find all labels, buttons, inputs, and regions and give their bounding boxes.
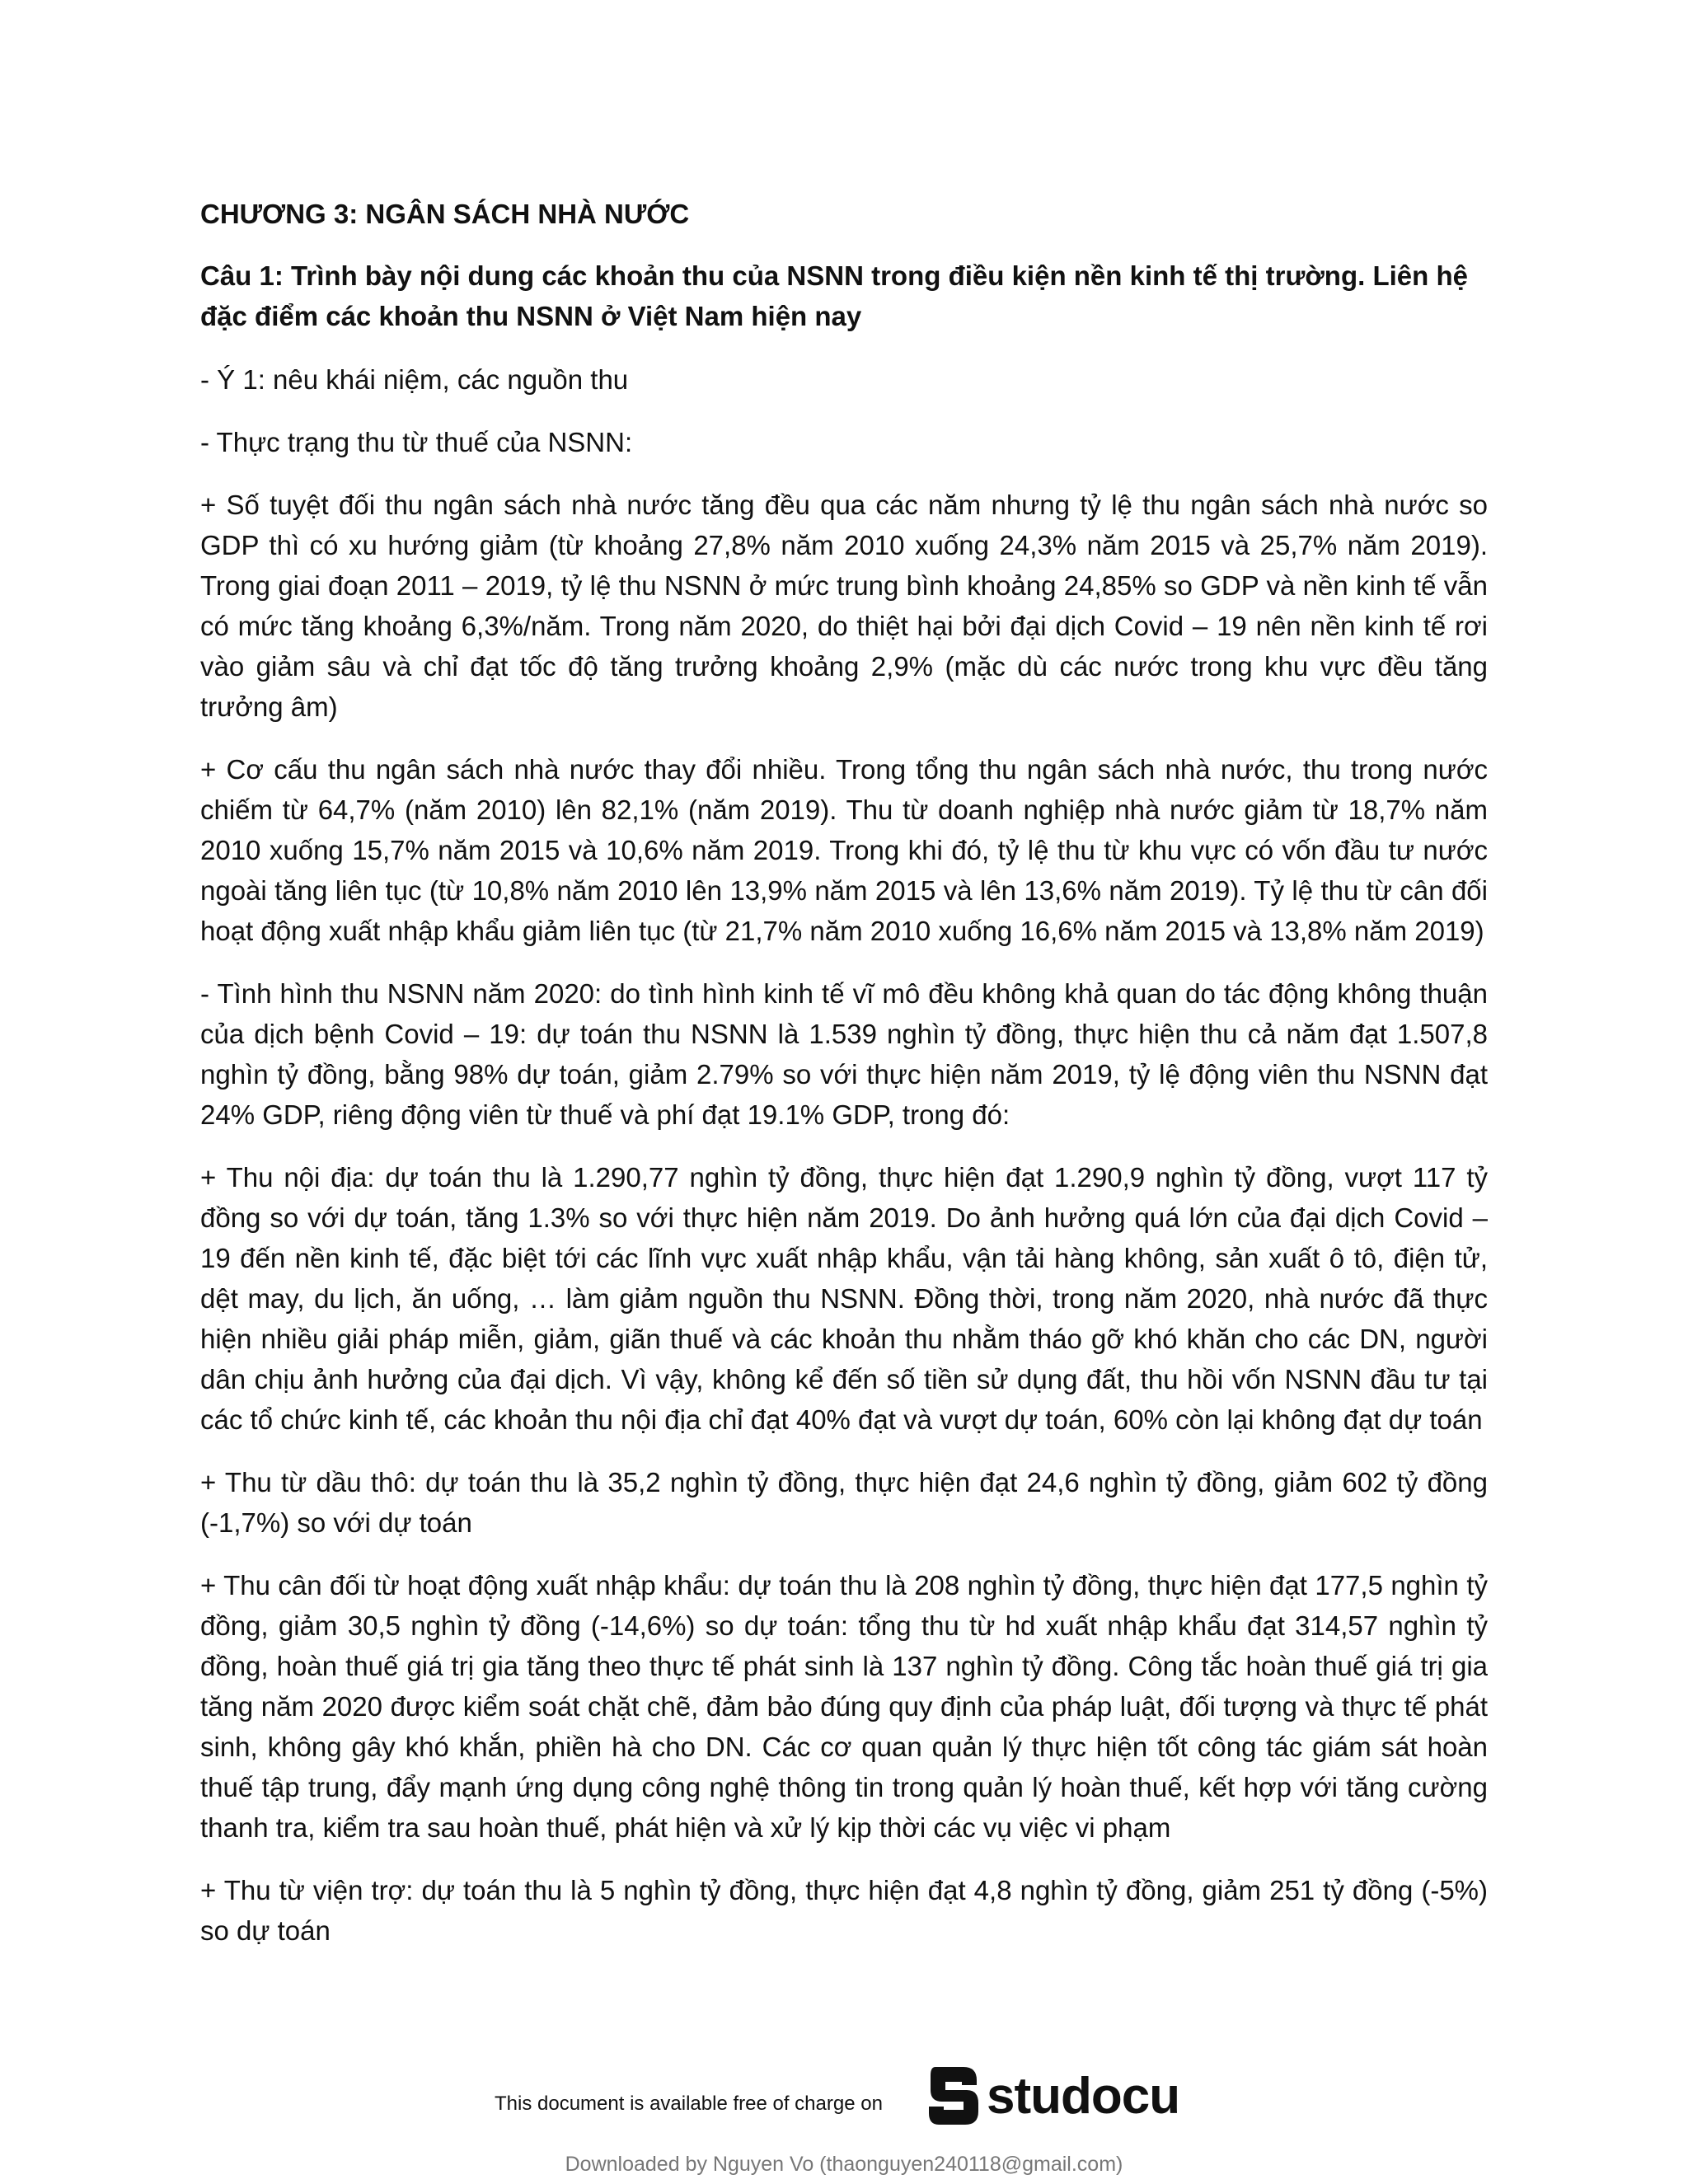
paragraph: + Cơ cấu thu ngân sách nhà nước thay đổi nhiều. Trong tổng thu ngân sách nhà nước, thu trong nước chiếm từ 64,7% (năm 2010) lên 82,1% (năm 2019). Thu từ doanh nghiệp nhà nước giảm từ 18,7% năm 2010 xuống 15,7% năm 2015 và 10,6% năm 2019. Trong khi đó, tỷ lệ thu từ khu vực có vốn đầu tư nước ngoài tăng liên tục (từ 10,8% năm 2010 lên 13,9% năm 2015 và lên 13,6% năm 2019). Tỷ lệ thu từ cân đối hoạt động xuất nhập khẩu giảm liên tục (từ 21,7% năm 2010 xuống 16,6% năm 2015 và 13,8% năm 2019) (200, 754, 1488, 946)
studocu-logo[interactable] (927, 2063, 1179, 2129)
paragraph: + Thu cân đối từ hoạt động xuất nhập khẩu: dự toán thu là 208 nghìn tỷ đồng, thực hiện đạt 177,5 nghìn tỷ đồng, giảm 30,5 nghìn tỷ đồng (-14,6%) so dự toán: tổng thu từ hd xuất nhập khẩu đạt 314,57 nghìn tỷ đồng, hoàn thuế giá trị gia tăng theo thực tế phát sinh là 137 nghìn tỷ đồng. Công tắc hoàn thuế giá trị gia tăng năm 2020 được kiểm soát chặt chẽ, đảm bảo đúng quy định của pháp luật, đối tượng và thực tế phát sinh, không gây khó khắn, phiền hà cho DN. Các cơ quan quản lý thực hiện tốt công tác giám sát hoàn thuế tập trung, đẩy mạnh ứng dụng công nghệ thông tin trong quản lý hoàn thuế, kết hợp với tăng cường thanh tra, kiểm tra sau hoàn thuế, phát hiện và xử lý kịp thời các vụ việc vi phạm (200, 1570, 1488, 1843)
paragraph: - Thực trạng thu từ thuế của NSNN: (200, 427, 633, 457)
paragraph: + Thu từ dầu thô: dự toán thu là 35,2 nghìn tỷ đồng, thực hiện đạt 24,6 nghìn tỷ đồng, giảm 602 tỷ đồng (-1,7%) so với dự toán (200, 1467, 1488, 1538)
chapter-title: CHƯƠNG 3: NGÂN SÁCH NHÀ NƯỚC (200, 199, 690, 229)
footer (0, 2063, 1688, 2129)
paragraph: + Số tuyệt đối thu ngân sách nhà nước tăng đều qua các năm nhưng tỷ lệ thu ngân sách nhà nước so GDP thì có xu hướng giảm (từ khoảng 27,8% năm 2010 xuống 24,3% năm 2015 và 25,7% năm 2019). Trong giai đoạn 2011 – 2019, tỷ lệ thu NSNN ở mức trung bình khoảng 24,85% so GDP và nền kinh tế vẫn có mức tăng khoảng 6,3%/năm. Trong năm 2020, do thiệt hại bởi đại dịch Covid – 19 nên nền kinh tế rơi vào giảm sâu và chỉ đạt tốc độ tăng trưởng khoảng 2,9% (mặc dù các nước trong khu vực đều tăng trưởng âm) (200, 490, 1488, 722)
studocu-logo-icon (927, 2064, 982, 2128)
studocu-logo-text: studocu (987, 2067, 1180, 2125)
document-page (200, 198, 1488, 1973)
question-heading: Câu 1: Trình bày nội dung các khoản thu của NSNN trong điều kiện nền kinh tế thị trường. Liên hệ đặc điểm các khoản thu NSNN ở Việt Nam hiện nay (200, 260, 1468, 331)
paragraph: + Thu từ viện trợ: dự toán thu là 5 nghìn tỷ đồng, thực hiện đạt 4,8 nghìn tỷ đồng, giảm 251 tỷ đồng (-5%) so dự toán (200, 1875, 1488, 1946)
download-notice: Downloaded by Nguyen Vo (thaonguyen240118@gmail.com) (565, 2153, 1123, 2176)
paragraph: + Thu nội địa: dự toán thu là 1.290,77 nghìn tỷ đồng, thực hiện đạt 1.290,9 nghìn tỷ đồng, vượt 117 tỷ đồng so với dự toán, tăng 1.3% so với thực hiện năm 2019. Do ảnh hưởng quá lớn của đại dịch Covid – 19 đến nền kinh tế, đặc biệt tới các lĩnh vực xuất nhập khẩu, vận tải hàng không, sản xuất ô tô, điện tử, dệt may, du lịch, ăn uống, … làm giảm nguồn thu NSNN. Đồng thời, trong năm 2020, nhà nước đã thực hiện nhiều giải pháp miễn, giảm, giãn thuế và các khoản thu nhằm tháo gỡ khó khăn cho các DN, người dân chịu ảnh hưởng của đại dịch. Vì vậy, không kể đến số tiền sử dụng đất, thu hồi vốn NSNN đầu tư tại các tổ chức kinh tế, các khoản thu nội địa chỉ đạt 40% đạt và vượt dự toán, 60% còn lại không đạt dự toán (200, 1162, 1488, 1435)
availability-text: This document is available free of charge on (495, 2093, 883, 2115)
paragraph: - Tình hình thu NSNN năm 2020: do tình hình kinh tế vĩ mô đều không khả quan do tác động không thuận của dịch bệnh Covid – 19: dự toán thu NSNN là 1.539 nghìn tỷ đồng, thực hiện thu cả năm đạt 1.507,8 nghìn tỷ đồng, bằng 98% dự toán, giảm 2.79% so với thực hiện năm 2019, tỷ lệ động viên thu NSNN đạt 24% GDP, riêng động viên từ thuế và phí đạt 19.1% GDP, trong đó: (200, 978, 1488, 1130)
paragraph: - Ý 1: nêu khái niệm, các nguồn thu (200, 364, 629, 395)
